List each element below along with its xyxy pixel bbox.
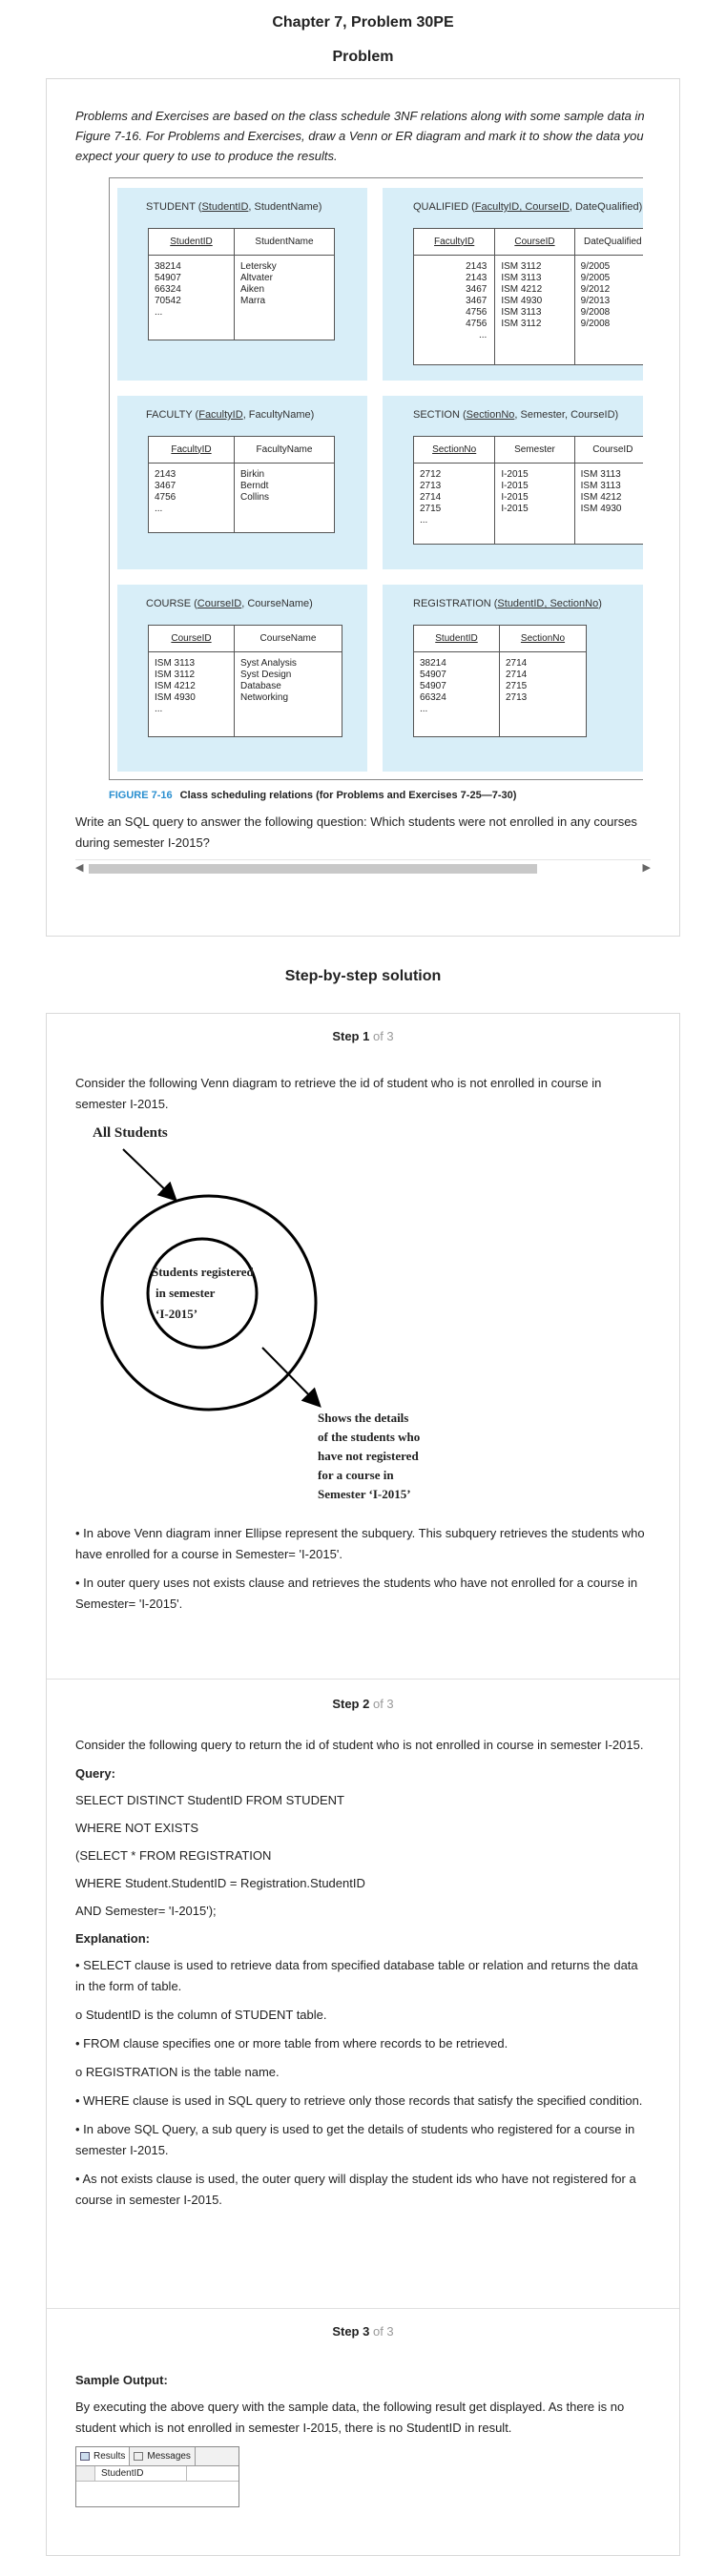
relation-qualified <box>383 188 643 381</box>
query-line: SELECT DISTINCT StudentID FROM STUDENT <box>75 1793 344 1808</box>
result-header-row <box>76 2466 239 2482</box>
tab-messages[interactable]: Messages <box>130 2447 196 2465</box>
table-column: 2143 3467 4756 ... <box>149 464 235 532</box>
column-header: SectionNo <box>520 632 566 644</box>
scrollbar-thumb[interactable] <box>89 864 537 874</box>
column-header: FacultyID <box>414 229 495 255</box>
step-1 <box>47 1014 679 1615</box>
query-line: AND Semester= 'I-2015'); <box>75 1904 217 1919</box>
table-column: ISM 3113 ISM 3113 ISM 4212 ISM 4930 <box>580 469 622 514</box>
figure-caption <box>109 788 651 804</box>
problem-question: Write an SQL query to answer the following question: Which students were not enrolled in any courses during semester I-2015? <box>75 814 637 851</box>
table-column: Syst Analysis Syst Design Database Networking <box>240 658 297 703</box>
messages-icon <box>134 2452 143 2461</box>
tab-results[interactable]: Results <box>76 2447 130 2465</box>
table-column: 2714 2714 2715 2713 <box>506 658 528 703</box>
column-header: CourseName <box>259 632 317 644</box>
venn-label-not-registered: Shows the details of the students who have not registered for a course in Semester ‘I-2015’ <box>318 1411 421 1502</box>
relation-title: STUDENT (StudentID, StudentName) <box>146 201 322 213</box>
relation-title: FACULTY (FacultyID, FacultyName) <box>146 409 315 421</box>
relation-section <box>383 396 643 569</box>
results-grid-icon <box>80 2452 90 2461</box>
column-header: FacultyName <box>256 443 313 455</box>
step-3 <box>47 2322 679 2507</box>
result-tabs <box>76 2447 239 2466</box>
sample-output-heading: Sample Output: <box>75 2373 168 2388</box>
figure-caption-text: Class scheduling relations (for Problems and Exercises 7-25—7-30) <box>179 790 517 801</box>
arrow-not-registered <box>262 1348 319 1405</box>
column-header: StudentID <box>149 229 235 255</box>
table-column: Letersky Altvater Aiken Marra <box>240 261 277 306</box>
relation-title: SECTION (SectionNo, Semester, CourseID) <box>413 409 619 421</box>
problem-card <box>46 78 680 937</box>
step-bullet: • In above Venn diagram inner Ellipse represent the subquery. This subquery retrieves the students who have enrolled for a course in Semester= 'I-2015'. <box>75 1526 645 1562</box>
figure-viewport <box>109 177 643 780</box>
table-column: Birkin Berndt Collins <box>240 469 270 503</box>
explanation-item: • FROM clause specifies one or more table from where records to be retrieved. <box>75 2036 508 2051</box>
step-bullet: • In outer query uses not exists clause and retrieves the students who have not enrolled for a course in Semester= 'I-2015'. <box>75 1576 638 1612</box>
explanation-item: o REGISTRATION is the table name. <box>75 2065 280 2080</box>
column-header: StudentID <box>95 2466 187 2481</box>
column-header: FacultyID <box>149 437 235 463</box>
table-column: 38214 54907 66324 70542 ... <box>149 256 235 340</box>
column-header: CourseID <box>592 443 633 455</box>
column-header: CourseID <box>149 626 235 651</box>
explanation-item: • In above SQL Query, a sub query is used to get the details of students who registered for a course in semester I-2015. <box>75 2122 635 2158</box>
query-line: WHERE NOT EXISTS <box>75 1821 199 1836</box>
explanation-item: o StudentID is the column of STUDENT table. <box>75 2008 327 2023</box>
qualified-table <box>413 228 643 365</box>
relation-title: COURSE (CourseID, CourseName) <box>146 598 313 609</box>
faculty-table <box>148 436 335 533</box>
explanation-label: Explanation: <box>75 1931 151 1947</box>
table-column: 2712 2713 2714 2715 ... <box>414 464 495 544</box>
step-text: Consider the following query to return the id of student who is not enrolled in course in semester I-2015. <box>75 1738 644 1753</box>
step-header: Step 2 of 3 <box>332 1697 394 1711</box>
student-table <box>148 228 335 340</box>
step-divider <box>47 2308 679 2309</box>
solution-card <box>46 1013 680 2556</box>
table-column: ISM 3112 ISM 3113 ISM 4212 ISM 4930 ISM 3113 ISM 3112 <box>495 256 574 364</box>
result-grid <box>75 2446 239 2507</box>
horizontal-scrollbar[interactable] <box>75 859 651 875</box>
venn-diagram <box>75 1123 651 1514</box>
relation-title: QUALIFIED (FacultyID, CourseID, DateQualified) <box>413 201 643 213</box>
column-header: StudentID <box>414 626 500 651</box>
relation-course <box>117 585 367 772</box>
venn-label-all-students: All Students <box>93 1125 168 1142</box>
scroll-left-icon[interactable]: ◀ <box>75 862 84 875</box>
relation-registration <box>383 585 643 772</box>
table-column: 38214 54907 54907 66324 ... <box>414 652 500 736</box>
step-text: Consider the following Venn diagram to retrieve the id of student who is not enrolled in course in semester I-2015. <box>75 1076 602 1112</box>
step-2 <box>47 1695 679 2218</box>
step-text: By executing the above query with the sample data, the following result get displayed. As there is no student which is not enrolled in semester I-2015, there is no StudentID in result. <box>75 2400 625 2436</box>
solution-heading: Step-by-step solution <box>284 968 442 984</box>
figure-label: FIGURE 7-16 <box>109 790 173 801</box>
column-header: SectionNo <box>414 437 495 463</box>
query-line: WHERE Student.StudentID = Registration.StudentID <box>75 1876 365 1891</box>
table-column: I-2015 I-2015 I-2015 I-2015 <box>495 464 574 544</box>
course-table <box>148 625 342 737</box>
scroll-right-icon[interactable]: ▶ <box>642 862 651 875</box>
page-title: Chapter 7, Problem 30PE <box>272 14 454 31</box>
problem-heading: Problem <box>332 49 394 65</box>
arrow-all-students <box>123 1149 175 1199</box>
query-label: Query: <box>75 1766 115 1782</box>
explanation-item: • SELECT clause is used to retrieve data from specified database table or relation and returns the data in the form of table. <box>75 1958 638 1994</box>
registration-table <box>413 625 587 737</box>
table-column: 9/2005 9/2005 9/2012 9/2013 9/2008 9/2008 <box>580 261 611 329</box>
query-line: (SELECT * FROM REGISTRATION <box>75 1848 272 1864</box>
column-header: Semester <box>495 437 574 463</box>
venn-label-registered: Students registered in semester ‘I-2015’ <box>152 1265 254 1322</box>
table-column: 2143 2143 3467 3467 4756 4756 ... <box>414 256 495 364</box>
row-selector <box>76 2466 95 2481</box>
table-column: ISM 3113 ISM 3112 ISM 4212 ISM 4930 ... <box>149 652 235 736</box>
explanation-item: • As not exists clause is used, the outer query will display the student ids who have not registered for a course in semester I-2015. <box>75 2172 636 2208</box>
problem-intro: Problems and Exercises are based on the class schedule 3NF relations along with some sample data in Figure 7-16. For Problems and Exercises, draw a Venn or ER diagram and mark it to show the data you expect your query to use to produce the results. <box>75 109 645 163</box>
step-divider <box>47 1679 679 1680</box>
relation-title: REGISTRATION (StudentID, SectionNo) <box>413 598 602 609</box>
step-header: Step 1 of 3 <box>332 1029 394 1043</box>
column-header: CourseID <box>495 229 574 255</box>
figure-7-16 <box>109 177 643 780</box>
section-table <box>413 436 643 545</box>
relation-faculty <box>117 396 367 569</box>
column-header: StudentName <box>255 236 314 247</box>
relation-student <box>117 188 367 381</box>
explanation-item: • WHERE clause is used in SQL query to retrieve only those records that satisfy the specified condition. <box>75 2093 643 2109</box>
column-header: DateQualified <box>584 236 642 247</box>
step-header: Step 3 of 3 <box>332 2324 394 2339</box>
